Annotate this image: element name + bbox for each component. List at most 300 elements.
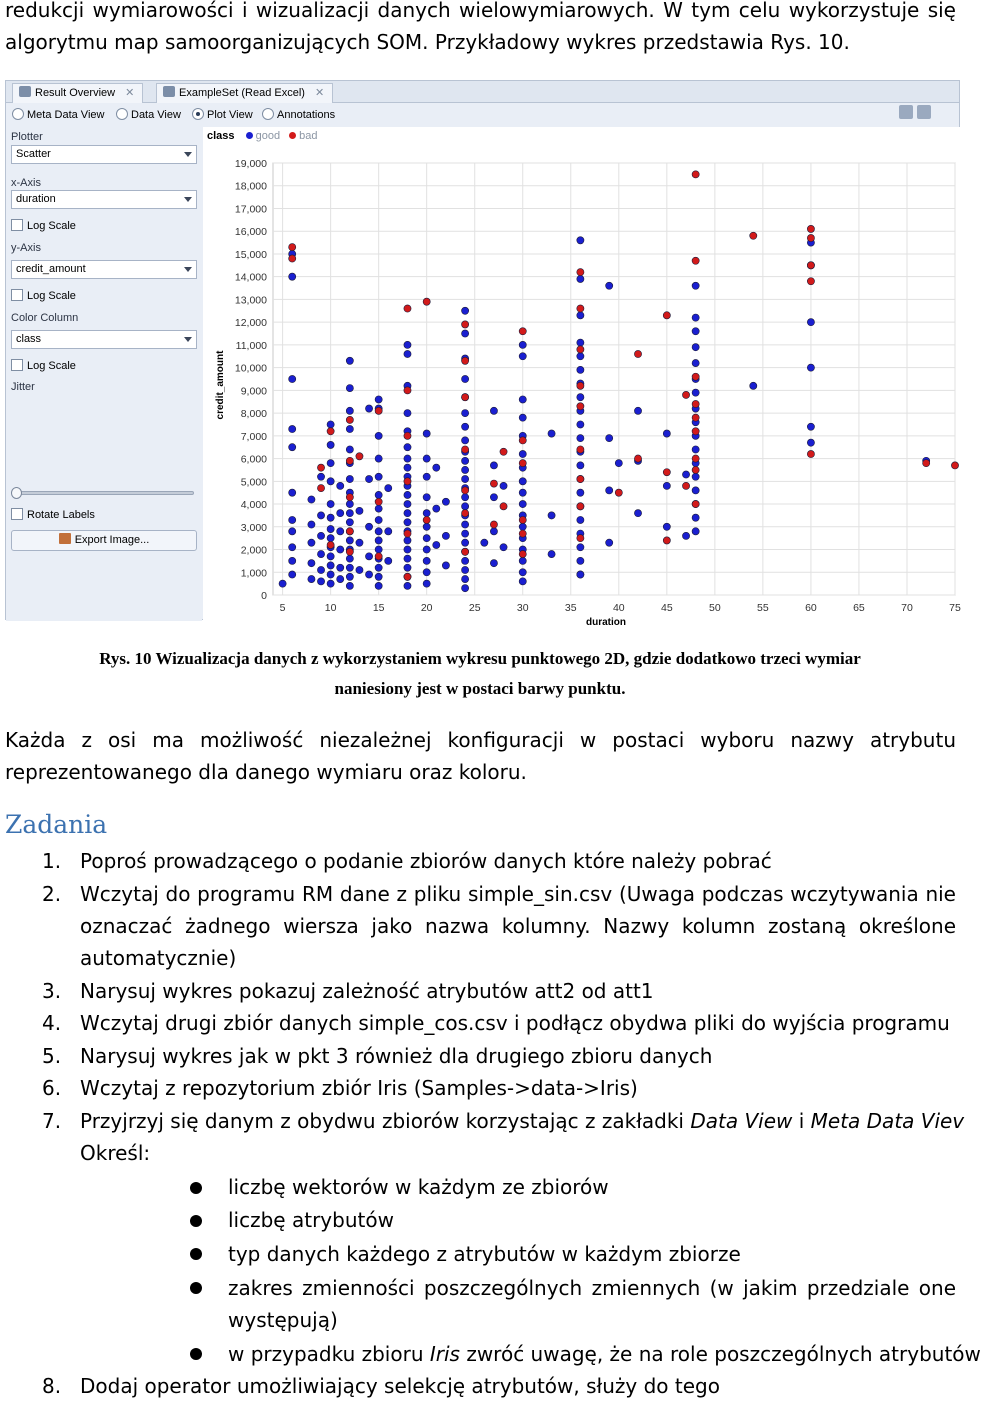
data-point-bad: [807, 262, 814, 269]
data-point-good: [807, 364, 814, 371]
data-point-good: [615, 460, 622, 467]
radio-icon: [12, 108, 24, 120]
x-tick-label: 60: [805, 602, 817, 614]
data-point-good: [279, 580, 286, 587]
data-point-good: [462, 530, 469, 537]
app-screenshot: [5, 80, 961, 628]
x-tick-label: 5: [279, 602, 286, 614]
y-tick-label: 16,000: [234, 226, 267, 239]
data-point-good: [375, 505, 382, 512]
data-point-good: [423, 494, 430, 501]
data-point-bad: [404, 432, 411, 439]
data-point-bad: [327, 541, 334, 548]
data-point-good: [308, 496, 315, 503]
view-plot-label: Plot View: [207, 109, 253, 121]
data-point-good: [433, 541, 440, 548]
y-log-scale-checkbox[interactable]: [11, 289, 76, 303]
data-point-good: [365, 405, 372, 412]
data-point-good: [327, 562, 334, 569]
data-point-good: [365, 523, 372, 530]
data-point-good: [375, 537, 382, 544]
y-axis-title: credit_amount: [215, 350, 226, 420]
data-point-good: [577, 237, 584, 244]
data-point-good: [317, 550, 324, 557]
data-point-good: [365, 553, 372, 560]
data-point-good: [519, 500, 526, 507]
data-point-good: [462, 539, 469, 546]
data-point-good: [577, 557, 584, 564]
data-point-good: [346, 475, 353, 482]
data-point-bad: [519, 437, 526, 444]
task-text-emph: Data View: [690, 1109, 793, 1133]
data-point-good: [317, 532, 324, 539]
data-point-bad: [577, 305, 584, 312]
data-point-bad: [692, 257, 699, 264]
x-tick-label: 10: [324, 602, 337, 614]
bullet-text: typ danych każdego z atrybutów w każdym zbiorze: [228, 1242, 741, 1266]
data-point-bad: [346, 494, 353, 501]
slider-knob[interactable]: [11, 487, 22, 499]
y-tick-label: 4,000: [240, 499, 267, 512]
copy-icon[interactable]: [899, 105, 913, 119]
data-point-good: [462, 457, 469, 464]
tab-exampleset[interactable]: [156, 83, 333, 103]
data-point-bad: [750, 232, 757, 239]
data-point-bad: [807, 450, 814, 457]
data-point-good: [289, 571, 296, 578]
data-point-good: [423, 535, 430, 542]
data-point-good: [462, 410, 469, 417]
data-point-bad: [577, 475, 584, 482]
y-tick-label: 9,000: [240, 385, 267, 398]
task-number: 7.: [42, 1109, 62, 1133]
data-point-good: [365, 475, 372, 482]
data-point-good: [692, 282, 699, 289]
checkbox-icon: [11, 289, 23, 301]
data-point-good: [337, 564, 344, 571]
data-point-bad: [682, 391, 689, 398]
data-point-good: [577, 421, 584, 428]
view-meta-data[interactable]: [12, 107, 104, 123]
data-point-good: [423, 557, 430, 564]
y-tick-label: 0: [261, 590, 267, 602]
bullet-icon: [190, 1215, 202, 1227]
data-point-good: [289, 528, 296, 535]
data-point-good: [519, 396, 526, 403]
data-point-good: [356, 539, 363, 546]
task-text-emph: Meta Data Viev: [810, 1109, 965, 1133]
x-tick-label: 70: [901, 602, 913, 614]
data-point-good: [375, 564, 382, 571]
view-plot[interactable]: [192, 107, 253, 123]
bullet-icon: [190, 1248, 202, 1260]
data-point-good: [365, 571, 372, 578]
y-tick-label: 8,000: [240, 408, 267, 421]
y-tick-label: 6,000: [240, 453, 267, 466]
result-tabs: [6, 81, 959, 103]
y-tick-label: 15,000: [234, 248, 267, 261]
task-text: Dodaj operator umożliwiający selekcję atrybutów, służy do tego: [80, 1374, 720, 1398]
data-point-good: [327, 421, 334, 428]
y-log-scale-label: Log Scale: [27, 290, 76, 302]
data-point-good: [750, 382, 757, 389]
data-point-bad: [289, 244, 296, 251]
data-point-good: [385, 557, 392, 564]
data-point-good: [442, 532, 449, 539]
data-point-bad: [462, 510, 469, 517]
data-point-good: [519, 569, 526, 576]
view-data[interactable]: [116, 107, 181, 123]
legend-label-bad: bad: [299, 130, 318, 142]
data-point-good: [548, 512, 555, 519]
color-log-scale-checkbox[interactable]: [11, 359, 76, 373]
data-point-bad: [519, 460, 526, 467]
data-point-good: [577, 394, 584, 401]
data-point-good: [356, 507, 363, 514]
data-point-bad: [490, 480, 497, 487]
data-point-good: [606, 282, 613, 289]
y-tick-label: 1,000: [240, 567, 267, 580]
y-tick-label: 3,000: [240, 521, 267, 534]
y-tick-label: 2,000: [240, 544, 267, 557]
data-point-good: [337, 482, 344, 489]
task-text: Wczytaj z repozytorium zbiór Iris (Samples->data->Iris): [80, 1076, 638, 1100]
data-point-good: [490, 560, 497, 567]
data-point-good: [663, 430, 670, 437]
view-meta-data-label: Meta Data View: [27, 109, 105, 121]
intro-line-2: algorytmu map samoorganizujących SOM. Przykładowy wykres przedstawia Rys. 10.: [5, 30, 850, 54]
data-point-good: [423, 580, 430, 587]
data-point-good: [548, 430, 555, 437]
close-icon[interactable]: ✕: [125, 87, 135, 99]
data-point-bad: [327, 428, 334, 435]
data-point-good: [577, 366, 584, 373]
data-point-good: [462, 475, 469, 482]
data-point-good: [481, 539, 488, 546]
data-point-good: [692, 514, 699, 521]
data-point-good: [346, 357, 353, 364]
data-point-bad: [519, 550, 526, 557]
checkbox-icon: [11, 359, 23, 371]
jitter-slider[interactable]: [14, 491, 194, 495]
data-point-good: [462, 375, 469, 382]
y-tick-label: 7,000: [240, 430, 267, 443]
paragraph-line-2: reprezentowanego dla danego wymiaru oraz koloru.: [5, 760, 527, 784]
data-point-bad: [577, 346, 584, 353]
view-annotations[interactable]: [262, 107, 335, 123]
radio-icon: [116, 108, 128, 120]
data-point-good: [346, 384, 353, 391]
x-log-scale-label: Log Scale: [27, 220, 76, 232]
bullet-text: liczbę atrybutów: [228, 1208, 394, 1232]
data-point-good: [442, 498, 449, 505]
data-point-good: [327, 514, 334, 521]
data-point-good: [577, 275, 584, 282]
data-point-good: [346, 537, 353, 544]
bullet-icon: [190, 1348, 202, 1360]
data-point-bad: [692, 466, 699, 473]
task-text: Wczytaj do programu RM dane z pliku simple_sin.csv (Uwaga podczas wczytywania nie: [80, 882, 956, 906]
xaxis-value: duration: [16, 193, 56, 205]
legend-title: class: [207, 130, 235, 142]
task-text: oznaczać żadnego wiersza jako nazwa kolumny. Nazwy kolumn zostaną określone: [80, 914, 956, 938]
data-point-bad: [404, 573, 411, 580]
data-point-good: [327, 535, 334, 542]
close-icon[interactable]: ✕: [314, 87, 325, 99]
data-point-good: [634, 510, 641, 517]
data-point-good: [404, 491, 411, 498]
data-point-bad: [682, 482, 689, 489]
data-point-good: [423, 455, 430, 462]
task-number: 1.: [42, 849, 62, 873]
data-point-good: [346, 500, 353, 507]
data-point-good: [692, 446, 699, 453]
data-point-good: [663, 523, 670, 530]
data-point-bad: [519, 530, 526, 537]
data-point-good: [327, 460, 334, 467]
data-point-bad: [519, 516, 526, 523]
data-point-bad: [462, 394, 469, 401]
legend-marker-good: [246, 132, 253, 139]
data-point-bad: [692, 373, 699, 380]
data-point-good: [682, 532, 689, 539]
data-point-good: [308, 560, 315, 567]
x-log-scale-checkbox[interactable]: [11, 219, 76, 233]
yaxis-label: y-Axis: [11, 242, 41, 254]
data-point-good: [423, 523, 430, 530]
data-point-good: [327, 580, 334, 587]
x-tick-label: 50: [709, 602, 721, 614]
y-tick-label: 14,000: [234, 271, 267, 284]
data-point-good: [356, 566, 363, 573]
data-point-good: [317, 566, 324, 573]
x-tick-label: 30: [516, 602, 529, 614]
data-point-good: [692, 359, 699, 366]
scatter-plot: [203, 127, 961, 628]
data-point-good: [490, 494, 497, 501]
data-point-good: [346, 425, 353, 432]
data-point-bad: [807, 234, 814, 241]
data-point-good: [490, 462, 497, 469]
x-tick-label: 15: [372, 602, 385, 614]
data-point-good: [462, 585, 469, 592]
task-text-part: Przyjrzyj się danym z obydwu zbiorów korzystając z zakładki: [80, 1109, 691, 1133]
data-point-good: [692, 528, 699, 535]
data-point-good: [375, 455, 382, 462]
data-point-good: [404, 455, 411, 462]
bullet-text: liczbę wektorów w każdym ze zbiorów: [228, 1175, 609, 1199]
data-point-bad: [807, 278, 814, 285]
chevron-down-icon: [184, 197, 192, 202]
data-point-good: [289, 425, 296, 432]
data-point-good: [289, 375, 296, 382]
data-point-good: [346, 573, 353, 580]
data-point-good: [692, 389, 699, 396]
data-point-bad: [462, 357, 469, 364]
database-icon: [163, 86, 175, 97]
data-point-bad: [577, 503, 584, 510]
data-point-good: [375, 516, 382, 523]
data-point-good: [404, 546, 411, 553]
export-icon: [59, 533, 71, 544]
data-point-good: [692, 487, 699, 494]
data-point-good: [692, 473, 699, 480]
y-tick-label: 12,000: [234, 317, 267, 330]
data-point-good: [346, 555, 353, 562]
chart-legend: [207, 130, 324, 142]
data-point-good: [375, 528, 382, 535]
x-axis-title: duration: [586, 617, 626, 628]
data-point-bad: [634, 455, 641, 462]
x-tick-label: 45: [660, 602, 673, 614]
checkbox-icon: [11, 508, 23, 520]
data-point-bad: [404, 305, 411, 312]
data-point-good: [337, 575, 344, 582]
intro-line-1: redukcji wymiarowości i wizualizacji danych wielowymiarowych. W tym celu wykorzystuje się: [5, 0, 956, 22]
data-point-good: [519, 557, 526, 564]
color-column-select[interactable]: [11, 330, 197, 349]
data-point-good: [289, 544, 296, 551]
yaxis-select[interactable]: [11, 260, 197, 279]
save-icon[interactable]: [917, 105, 931, 119]
view-toolbar: [899, 105, 953, 121]
legend-label-good: good: [255, 130, 281, 142]
data-point-good: [519, 478, 526, 485]
bullet-text-emph: Iris: [429, 1342, 460, 1366]
bullet-text: zakres zmienności poszczególnych zmiennych (w jakim przedziale one: [228, 1276, 956, 1300]
figure-caption-line-1: Rys. 10 Wizualizacja danych z wykorzystaniem wykresu punktowego 2D, gdzie dodatkowo trzeci wymiar: [99, 649, 861, 668]
data-point-good: [289, 444, 296, 451]
data-point-good: [519, 353, 526, 360]
data-point-good: [375, 432, 382, 439]
data-point-good: [404, 537, 411, 544]
xaxis-select[interactable]: [11, 190, 197, 209]
legend-item-good: [246, 130, 280, 142]
data-point-good: [462, 575, 469, 582]
task-number: 8.: [42, 1374, 62, 1398]
legend-item-bad: [289, 130, 317, 142]
data-point-good: [385, 485, 392, 492]
task-text-part: i: [792, 1109, 811, 1133]
data-point-good: [519, 450, 526, 457]
data-point-good: [423, 473, 430, 480]
data-point-good: [423, 569, 430, 576]
data-point-good: [346, 519, 353, 526]
plotter-select[interactable]: [11, 145, 197, 164]
data-point-good: [327, 553, 334, 560]
data-point-good: [289, 489, 296, 496]
data-point-bad: [404, 387, 411, 394]
data-point-good: [462, 466, 469, 473]
y-tick-label: 5,000: [240, 476, 267, 489]
data-point-good: [327, 500, 334, 507]
rotate-labels-checkbox[interactable]: [11, 508, 95, 522]
data-point-good: [375, 473, 382, 480]
data-point-bad: [577, 403, 584, 410]
data-point-bad: [346, 416, 353, 423]
task-number: 5.: [42, 1044, 62, 1068]
tab-result-overview[interactable]: [12, 83, 143, 103]
data-point-good: [634, 407, 641, 414]
data-point-bad: [615, 489, 622, 496]
yaxis-value: credit_amount: [16, 263, 86, 275]
x-tick-label: 35: [564, 602, 577, 614]
data-point-bad: [692, 455, 699, 462]
data-point-bad: [462, 321, 469, 328]
data-point-good: [308, 539, 315, 546]
data-point-good: [442, 562, 449, 569]
bullet-icon: [190, 1182, 202, 1194]
data-point-good: [692, 344, 699, 351]
data-point-good: [346, 510, 353, 517]
x-tick-label: 75: [949, 602, 961, 614]
data-point-good: [404, 555, 411, 562]
data-point-bad: [423, 516, 430, 523]
figure-caption-line-2: naniesiony jest w postaci barwy punktu.: [334, 679, 626, 698]
tab-result-overview-label: Result Overview: [35, 87, 116, 99]
data-point-good: [346, 446, 353, 453]
data-point-bad: [404, 530, 411, 537]
export-image-label: Export Image...: [74, 534, 150, 546]
view-annotations-label: Annotations: [277, 109, 336, 121]
data-point-good: [462, 307, 469, 314]
data-point-good: [346, 564, 353, 571]
data-point-good: [375, 491, 382, 498]
data-point-good: [500, 544, 507, 551]
data-point-bad: [462, 446, 469, 453]
data-point-bad: [577, 382, 584, 389]
data-point-good: [577, 489, 584, 496]
data-point-good: [519, 523, 526, 530]
data-point-bad: [346, 528, 353, 535]
data-point-good: [289, 516, 296, 523]
y-tick-label: 17,000: [234, 203, 267, 216]
data-point-good: [577, 571, 584, 578]
data-point-good: [404, 564, 411, 571]
chevron-down-icon: [184, 152, 192, 157]
bullet-text: [228, 1338, 981, 1370]
data-point-good: [404, 410, 411, 417]
bullet-text-part: zwróć uwagę, że na role poszczególnych atrybutów: [459, 1342, 981, 1366]
section-heading: Zadania: [5, 810, 108, 839]
y-tick-label: 18,000: [234, 180, 267, 193]
radio-selected-icon: [192, 108, 204, 120]
data-point-good: [346, 582, 353, 589]
x-tick-label: 40: [612, 602, 625, 614]
data-point-good: [500, 482, 507, 489]
data-point-good: [548, 550, 555, 557]
data-point-good: [327, 525, 334, 532]
y-tick-label: 19,000: [234, 158, 267, 170]
data-point-good: [519, 414, 526, 421]
checkbox-icon: [11, 219, 23, 231]
data-point-good: [577, 516, 584, 523]
data-point-bad: [375, 553, 382, 560]
data-point-good: [327, 441, 334, 448]
export-image-button[interactable]: [11, 530, 197, 551]
data-point-good: [404, 444, 411, 451]
data-point-good: [404, 500, 411, 507]
task-text: Narysuj wykres pokazuj zależność atrybutów att2 od att1: [80, 979, 654, 1003]
data-point-bad: [500, 448, 507, 455]
y-tick-label: 13,000: [234, 294, 267, 307]
data-point-bad: [375, 407, 382, 414]
view-data-label: Data View: [131, 109, 181, 121]
data-point-good: [462, 566, 469, 573]
bullet-text: występują): [228, 1308, 338, 1332]
data-point-good: [807, 439, 814, 446]
data-point-bad: [577, 535, 584, 542]
